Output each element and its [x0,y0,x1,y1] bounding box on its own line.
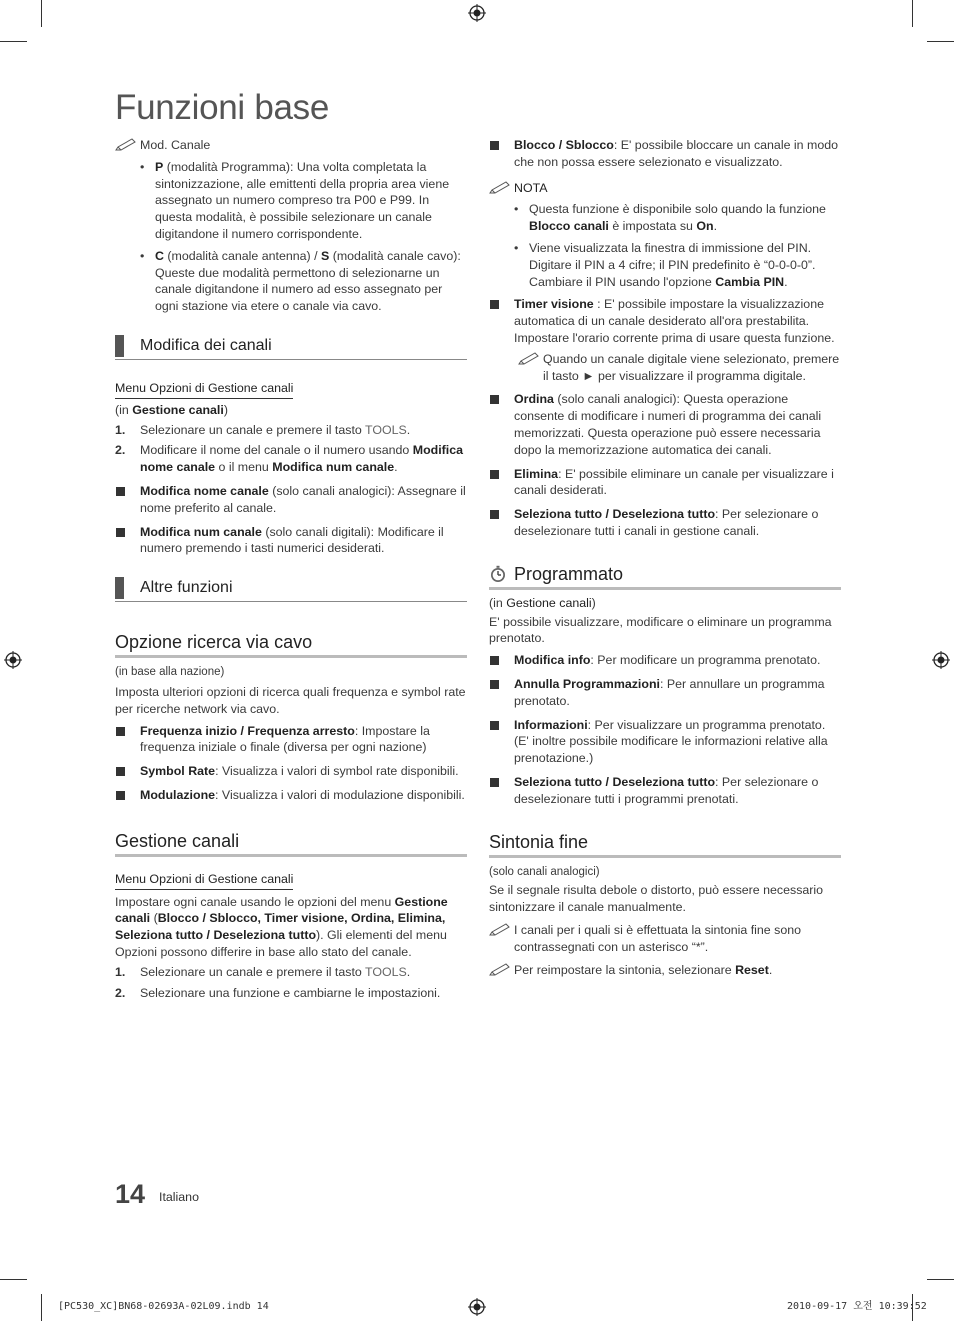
print-slug-date: 2010-09-17 오전 10:39:52 [787,1301,927,1312]
programmato-heading: Programmato [489,563,841,590]
mod-canale-p-item: • P (modalità Programma): Una volta completata la sintonizzazione, alle emittenti della propria area viene assegnato un numero compreso tra P00 e P99. In questa modalità, è possibile selezionare un canale digitandone il numero corrispondente. [140,159,450,241]
crop-mark-tr-v [912,0,913,27]
registration-mark-left-icon [4,651,22,669]
crop-mark-bl-h [0,1279,27,1280]
modifica-bullet-num: Modifica num canale (solo canali digitali): Modificare il numero premendo i tasti numerici desiderati. [115,524,467,558]
gestione-menu-label-row [115,871,467,890]
menu-label: Menu Opzioni di Gestione canali [115,871,293,890]
bullet-dot-icon: • [514,202,519,217]
left-column [115,137,467,1001]
gestione-step-1: 1. Selezionare un canale e premere il tasto TOOLS. [115,964,411,979]
opzione-intro: Imposta ulteriori opzioni di ricerca quali frequenza e symbol rate per ricerche network via cavo. [115,684,466,716]
square-bullet-icon [490,395,499,404]
right-column [489,137,841,979]
page-number: 14 [115,1179,146,1209]
bullet-dot-icon: • [140,248,145,263]
square-bullet-icon [116,487,125,496]
crop-mark-tl-h [0,41,27,42]
opzione-bullet-frequenza: Frequenza inizio / Frequenza arresto: Impostare la frequenza iniziale o finale (diversa per ogni nazione) [115,723,467,757]
registration-mark-bottom-icon [468,1298,486,1316]
altre-funzioni-heading: Altre funzioni [115,577,467,602]
crop-mark-br-h [927,1279,954,1280]
print-slug-file: [PC530_XC]BN68-02693A-02L09.indb 14 [58,1301,269,1312]
square-bullet-icon [490,656,499,665]
blocco-bullet: Blocco / Sblocco: E' possibile bloccare un canale in modo che non possa essere selezionato e visualizzato. [489,137,841,171]
heading-bar-icon [115,577,124,599]
mod-canale-note: Mod. Canale [115,137,467,154]
clock-icon [489,565,507,583]
square-bullet-icon [490,141,499,150]
mod-canale-cs-item: • C (modalità canale antenna) / S (modalità canale cavo): Queste due modalità permettono di selezionarne un canale digitandone il numero ad esso assegnato per ogni stazione via etere o canale via cavo. [140,248,461,314]
gestione-canali-heading: Gestione canali [115,830,467,857]
programmato-intro: E' possibile visualizzare, modificare o eliminare un programma prenotato. [489,614,832,646]
seleziona-bullet: Seleziona tutto / Deseleziona tutto: Per selezionare o deselezionare tutti i canali in gestione canali. [489,506,841,540]
modifica-step-2: 2. Modificare il nome del canale o il numero usando Modifica nome canale o il menu Modifica num canale. [115,443,464,475]
page-title: Funzioni base [115,88,330,127]
nota-note: NOTA [489,180,841,197]
heading-bar-icon [115,335,124,357]
registration-mark-right-icon [932,651,950,669]
bullet-dot-icon: • [140,159,145,174]
programmato-bullet-modifica: Modifica info: Per modificare un programma prenotato. [489,652,841,669]
programmato-bullet-informazioni: Informazioni: Per visualizzare un programma prenotato. (E' inoltre possibile modificare le informazioni relative alla prenotazione.) [489,717,841,767]
note-pencil-icon [518,352,540,366]
modifica-in-text: (in Gestione canali) [115,402,228,417]
square-bullet-icon [116,791,125,800]
note-pencil-icon [489,181,511,195]
square-bullet-icon [490,721,499,730]
modifica-menu-label-row [115,380,467,399]
modifica-bullet-nome: Modifica nome canale (solo canali analogici): Assegnare il nome preferito al canale. [115,483,467,517]
square-bullet-icon [490,510,499,519]
programmato-bullet-seleziona: Seleziona tutto / Deseleziona tutto: Per selezionare o deselezionare tutti i programmi prenotati. [489,774,841,808]
elimina-bullet: Elimina: E' possibile eliminare un canale per visualizzare i canali desiderati. [489,466,841,500]
square-bullet-icon [490,778,499,787]
sintonia-sub: (solo canali analogici) [489,865,600,878]
nota-item-1: • Questa funzione è disponibile solo quando la funzione Blocco canali è impostata su On. [514,202,826,234]
note-pencil-icon [489,963,511,977]
programmato-bullet-annulla: Annulla Programmazioni: Per annullare un programma prenotato. [489,676,841,710]
modifica-step-1: 1. Selezionare un canale e premere il tasto TOOLS. [115,422,411,437]
timer-note: Quando un canale digitale viene selezionato, premere il tasto ► per visualizzare il programma digitale. [518,351,841,385]
sintonia-intro: Se il segnale risulta debole o distorto, può essere necessario sintonizzare il canale manualmente. [489,883,824,915]
note-pencil-icon [489,923,511,937]
timer-bullet: Timer visione : E' possibile impostare la visualizzazione automatica di un canale desiderato all'ora prestabilita. Impostare l'orario corrente prima di usare questa funzione. [489,296,841,346]
crop-mark-bl-v [41,1294,42,1321]
opzione-bullet-symbol: Symbol Rate: Visualizza i valori di symbol rate disponibili. [115,763,467,780]
nota-item-2: • Viene visualizzata la finestra di immissione del PIN. Digitare il PIN a 4 cifre; il PIN predefinito è “0-0-0-0”. Cambiare il PIN usando l'opzione Cambia PIN. [514,240,816,289]
sintonia-note-2: Per reimpostare la sintonia, selezionare Reset. [489,962,841,979]
menu-label: Menu Opzioni di Gestione canali [115,380,293,399]
gestione-intro: Impostare ogni canale usando le opzioni del menu Gestione canali (Blocco / Sblocco, Timer visione, Ordina, Elimina, Seleziona tutto / Deseleziona tutto). Gli elementi del menu Opzioni possono differire in base allo stato del canale. [115,894,448,959]
square-bullet-icon [490,300,499,309]
square-bullet-icon [490,680,499,689]
ordina-bullet: Ordina (solo canali analogici): Questa operazione consente di modificare i numeri di programma dei canali memorizzati. Questa operazione può essere necessaria dopo la memorizzazione automatica dei canali. [489,391,841,458]
modifica-canali-heading: Modifica dei canali [115,335,467,360]
square-bullet-icon [116,528,125,537]
square-bullet-icon [116,727,125,736]
crop-mark-tl-v [41,0,42,27]
bullet-dot-icon: • [514,240,519,255]
note-pencil-icon [115,138,137,152]
registration-mark-top-icon [468,4,486,22]
opzione-sub: (in base alla nazione) [115,666,225,679]
opzione-bullet-modulazione: Modulazione: Visualizza i valori di modulazione disponibili. [115,787,467,804]
sintonia-note-1: I canali per i quali si è effettuata la sintonia fine sono contrassegnati con un asterisco “*”. [489,922,841,956]
crop-mark-tr-h [927,41,954,42]
sintonia-fine-heading: Sintonia fine [489,831,841,858]
opzione-ricerca-heading: Opzione ricerca via cavo [115,631,467,658]
page-language: Italiano [159,1190,199,1204]
programmato-in-text: (in Gestione canali) [489,595,596,610]
square-bullet-icon [116,767,125,776]
gestione-step-2: 2. Selezionare una funzione e cambiarne le impostazioni. [115,985,441,1000]
square-bullet-icon [490,470,499,479]
